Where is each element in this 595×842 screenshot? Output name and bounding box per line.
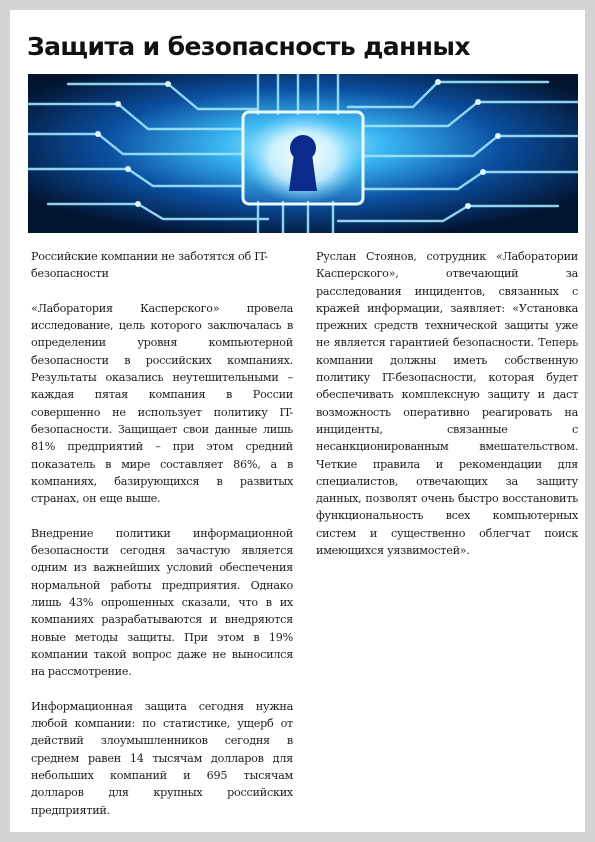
article-lead: Российские компании не заботятся об IT-безопасности: [31, 250, 268, 281]
article-title: Защита и безопасность данных: [27, 32, 470, 61]
hero-image: [28, 74, 578, 233]
article-paragraph: «Лаборатория Касперского» провела исследование, цель которого заключалась в определении уровня компьютерной безопасности в российских компаниях. Результаты оказались неутешительными – каждая пятая компания в России совершенно не использует политику IT-безопасности. Защищает свои данные лишь 81% предприятий – при этом средний показатель в мире составляет 86%, а в компаниях, базирующихся в развитых странах, он еще выше.: [31, 301, 293, 506]
keyhole-lock-icon: [28, 74, 578, 233]
article-quote-paragraph: Руслан Стоянов, сотрудник «Лаборатории Касперского», отвечающий за расследования инцидентов, связанных с кражей информации, заявляет: «Установка прежних средств технической защиты уже не является гарантией безопасности. Теперь компании должны иметь собственную политику IT-безопасности, которая будет обеспечивать комплексную защиту и даст возможность оперативно реагировать на инциденты, связанные с несанкционированным вмешательством. Четкие правила и рекомендации для специалистов, отвечающих за защиту данных, позволят очень быстро восстановить функциональность всех компьютерных систем и существенно облегчат поиск имеющихся уязвимостей».: [316, 250, 578, 558]
page: [10, 10, 585, 832]
article-paragraph: Информационная защита сегодня нужна любой компании: по статистике, ущерб от действий злоумышленников сегодня в среднем равен 14 тысячам долларов для небольших компаний и 695 тысячам долларов для крупных российских предприятий.: [31, 699, 293, 817]
article-paragraph: Внедрение политики информационной безопасности сегодня зачастую является одним из важнейших условий обеспечения нормальной работы предприятия. Однако лишь 43% опрошенных сказали, что в их компаниях разрабатываются и внедряются новые методы защиты. При этом в 19% компании такой вопрос даже не выносился на рассмотрение.: [31, 526, 293, 679]
right-column: [316, 248, 578, 577]
left-column: [31, 248, 293, 836]
